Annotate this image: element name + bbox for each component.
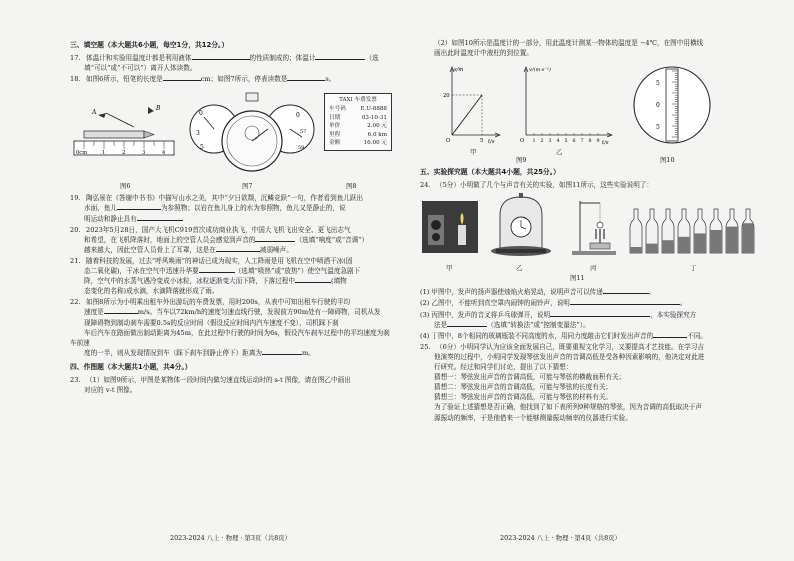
fig11-label-yi: 乙 bbox=[516, 264, 523, 273]
figures-9-10 bbox=[420, 61, 765, 165]
bottle-water bbox=[647, 244, 658, 253]
figure-11-ding-bottles bbox=[626, 205, 762, 257]
fig9-yi-tick-label: 3 bbox=[548, 139, 552, 145]
taxi-title: TAXI 车费发票 bbox=[339, 97, 377, 104]
question-24: 24. （5分）小明做了几个与声音有关的实验，如图11所示，这些实验说明了： bbox=[420, 181, 653, 190]
figure-8-caption: 图8 bbox=[346, 182, 357, 191]
question-19: 19. 陶弘景在《答谢中书书》中描写山水之美，其中“夕日欲颓，沉鳞竞跃”一句，作者看到鱼儿跃出 水面，鱼儿 为参照物；以岩在鱼儿身上的水为参照物，鱼儿又是静止的，说 明运动和静止具有 bbox=[70, 194, 364, 223]
question-18: 18. 如图6所示，铅笔的长度是 cm；如图7所示，停表读数是 s。 bbox=[70, 75, 336, 84]
blank-19b[interactable] bbox=[137, 220, 183, 221]
taxi-row: 金额 16.00 元 bbox=[329, 140, 387, 147]
taxi-row: 日期 03-10-31 bbox=[329, 114, 387, 121]
svg-text:57: 57 bbox=[300, 129, 307, 136]
fig11-label-jia: 甲 bbox=[446, 264, 453, 273]
right-page-column bbox=[420, 38, 765, 424]
svg-text:0: 0 bbox=[296, 112, 300, 120]
fig11-label-bing: 丙 bbox=[590, 264, 597, 273]
fig9-yi-tick-label: 6 bbox=[572, 139, 576, 145]
fig9-jia-xlabel: t/s bbox=[488, 139, 495, 146]
fig6-tick-2: 2 bbox=[122, 150, 126, 157]
blank-24-3a[interactable] bbox=[550, 316, 650, 317]
fig9-yi-xlabel: t/s bbox=[602, 140, 609, 146]
blank-24-1[interactable] bbox=[603, 293, 649, 294]
taxi-row: 车号码 E.U-8888 bbox=[329, 105, 387, 112]
fig6-tick-0: 0cm bbox=[76, 150, 88, 157]
blank-19a[interactable] bbox=[117, 209, 161, 210]
figure-9-caption: 图9 bbox=[516, 156, 527, 165]
fig9-yi-ylabel: v/(m·s⁻¹) bbox=[529, 67, 551, 74]
section-5-heading: 五、实验探究题（本大题共4小题，共25分。） bbox=[420, 168, 560, 177]
figure-6-caption: 图6 bbox=[120, 182, 131, 191]
figure-7-caption: 图7 bbox=[242, 182, 253, 191]
fig9-yi-tick-label: 4 bbox=[556, 139, 560, 145]
blank-24-2[interactable] bbox=[570, 304, 680, 305]
fig9-jia-xtick: 5 bbox=[480, 138, 484, 145]
fig9-yi-tick-label: 8 bbox=[588, 139, 592, 145]
figure-11 bbox=[420, 193, 765, 283]
fig9-yi-tick-label: 9 bbox=[596, 139, 600, 145]
question-20: 20. 2023年5月28日，国产大飞机C919首次成功商业执飞，中国大飞机飞出安全、更飞出志气 和希望，在飞机降落时，地面上的空管人员会感觉到声音的 （选填“响度”或“音调”） 越来越大，因此空管人员骨上了耳罩，这是在 减弱噪声。 bbox=[70, 225, 369, 254]
blank-20a[interactable] bbox=[255, 241, 295, 242]
figure-11-caption: 图11 bbox=[570, 274, 585, 283]
blank-24-4[interactable] bbox=[653, 337, 687, 338]
fig9-jia-ylabel: s/m bbox=[454, 67, 464, 74]
fig9-jia-origin: O bbox=[446, 138, 451, 145]
section-3-heading: 三、填空题（本大题共6小题，每空1分，共12分。） bbox=[70, 41, 229, 49]
fig6-tick-1: 1 bbox=[102, 150, 106, 157]
blank-20b[interactable] bbox=[216, 251, 260, 252]
fig6-tick-4: 4 bbox=[162, 150, 166, 157]
svg-text:3: 3 bbox=[196, 130, 200, 138]
taxi-row: 单价 2.00 元 bbox=[329, 123, 387, 130]
svg-text:59: 59 bbox=[298, 145, 305, 152]
fig10-tick-bottom: 5 bbox=[656, 124, 660, 132]
fig11-label-ding: 丁 bbox=[690, 264, 697, 273]
figure-8-taxi-receipt bbox=[324, 93, 392, 151]
fig9-jia-ytick: 20 bbox=[443, 93, 450, 100]
question-23-part-2: （2）如图10所示是温度计的一部分，用此温度计测某一物体的温度是 −4℃，在图中用横线 画出此时温度计中液柱的到位置。 bbox=[434, 39, 704, 58]
blank-17b[interactable] bbox=[315, 59, 365, 60]
right-page-footer: 2023-2024 八上 · 物理 · 第4页（共8页） bbox=[500, 534, 621, 542]
figure-11-bing-tuning-fork bbox=[570, 197, 618, 257]
blank-17a[interactable] bbox=[192, 59, 250, 60]
figure-9-yi-caption: 乙 bbox=[556, 148, 563, 157]
figure-6-ruler-pencil bbox=[70, 101, 180, 171]
bottle-water bbox=[631, 247, 642, 253]
bottle bbox=[630, 209, 642, 253]
blank-21b[interactable] bbox=[295, 282, 331, 283]
question-22: 22. 如图8所示为小明乘出租车外出游玩的车费发票，用时200s，从表中可知出租车行驶的平均 速度是 m/s。当车以72km/h的速度匀速直线行驶，发现前方90m处有一障碍物，司机从发 现障碍物到制动刹车需要0.5s的反应时间（假设反应时间内汽车速度不变），司机踩下刹 车后汽车在路面做出制动距离为45m，在此过程中行驶的时间为6s，假设汽车刹车过程中的平均速度为刹车前速 度的一半，则从发现情况到车（踩下刹车到静止停下）距离为 m。 bbox=[70, 298, 390, 357]
svg-text:0: 0 bbox=[199, 110, 203, 118]
question-24-part-4: (4) 丁图中，8个相同的玻璃瓶装不同高度的水，用同力度敲击它们时发出声音的 不同。 bbox=[420, 331, 708, 340]
figure-7-stopwatch bbox=[188, 89, 316, 177]
question-24-part-1: (1) 甲图中，发声的扬声器使烛焰火焰晃动，说明声音可以传递 。 bbox=[420, 288, 656, 297]
fig9-yi-tick-label: 1 bbox=[532, 139, 536, 145]
question-24-part-3: (3) 丙图中，发声的音叉将乒乓球弹开，说明 ，本实验探究方 法是 （选填“转换法”或“控制变量法”）。 bbox=[420, 310, 697, 329]
bottle-water bbox=[695, 234, 706, 254]
figure-9-jia-caption: 甲 bbox=[470, 148, 477, 157]
fig9-yi-origin: O bbox=[520, 138, 525, 145]
blank-18a[interactable] bbox=[163, 80, 201, 81]
fig6-tick-3: 3 bbox=[142, 150, 146, 157]
question-17: 17. 体温计和实验用温度计都是利用液体 的性质制成的；体温计 （选 填“可以”或“不可以”）离开人体读数。 bbox=[70, 54, 379, 73]
figures-6-7-8 bbox=[70, 87, 392, 191]
fig9-yi-tick-label: 5 bbox=[564, 139, 568, 145]
figure-10-thermometer bbox=[632, 61, 712, 149]
blank-22b[interactable] bbox=[262, 354, 302, 355]
figure-11-jia-speaker-candle bbox=[422, 201, 478, 253]
bottle-water bbox=[663, 241, 674, 254]
fig6-label-b: B bbox=[156, 105, 161, 113]
fig6-label-a: A bbox=[92, 109, 97, 117]
blank-24-3b[interactable] bbox=[447, 326, 487, 327]
question-25: 25. （6分）小明同学认为应该全面发展自己，既要重视文化学习，又要提高才艺技能。在学习吉 他演奏的过程中，小明同学发现琴弦发出声音的音调高低是受各种因素影响的，他决定对此进 行研究。经过和同学们讨论，提出了以下猜想： 猜想一：琴弦发出声音的音调高低，可能与琴弦的横截面积有关； 猜想二：琴弦发出声音的音调高低，可能与琴弦的长度有关； 猜想三：琴弦发出声音的音调高低，可能与琴弦的材料有关。 为了验证上述猜想是否正确，他找到了如下表所列9种规格的琴弦，因为音调的高低取决于声 源振动的频率，于是他借来一个能够测量振动频率的仪器进行实验。 bbox=[420, 342, 705, 422]
question-24-part-2: (2) 乙图中，不能听到真空罩内闹钟的闹铃声，说明 。 bbox=[420, 299, 687, 308]
section-4-heading: 四、作图题（本大题共1小题，共4分。） bbox=[70, 362, 192, 371]
blank-21a[interactable] bbox=[199, 272, 235, 273]
bottle-water bbox=[679, 237, 690, 253]
question-23: 23. （1）如图9所示，甲图是某物体一段时间内做匀速直线运动时的 s-t 图像，请在图乙中画出 对应的 v-t 图像。 bbox=[70, 375, 351, 395]
blank-18b[interactable] bbox=[287, 80, 325, 81]
figure-10-caption: 图10 bbox=[660, 156, 675, 165]
taxi-row: 里程 6.0 km bbox=[329, 131, 387, 138]
left-page-footer: 2023-2024 八上 · 物理 · 第3页（共8页） bbox=[170, 534, 291, 542]
bottle-water bbox=[743, 224, 754, 254]
fig10-tick-top: 5 bbox=[656, 80, 660, 88]
question-21: 21. 随着科技的发展，过去“呼风唤雨”的神话已成为现实，人工降雨是用飞机在空中喷洒干冰(固 态二氧化碳)，干冰在空气中迅速升华要 （选填“吸热”或“放热”）使空气温度急剧下 降，空气中的水蒸气遇冷变成小冰粒，冰粒逐渐变大而下降，下落过程中 (填物 态变化的名称)成水滴，水滴降落就形成了雨。 bbox=[70, 256, 361, 296]
figure-9-yi-v-t-graph bbox=[516, 63, 616, 145]
blank-22a[interactable] bbox=[104, 313, 138, 314]
fig9-yi-tick-label: 2 bbox=[540, 139, 544, 145]
bottle-water bbox=[711, 230, 722, 253]
bottle-water bbox=[727, 227, 738, 253]
left-page-column bbox=[70, 38, 392, 396]
svg-text:5: 5 bbox=[200, 144, 204, 152]
figure-9-jia-s-t-graph bbox=[442, 63, 502, 145]
figure-11-yi-bell-jar bbox=[486, 193, 556, 259]
fig9-yi-tick-label: 7 bbox=[580, 139, 584, 145]
fig10-tick-mid: 0 bbox=[656, 102, 660, 110]
